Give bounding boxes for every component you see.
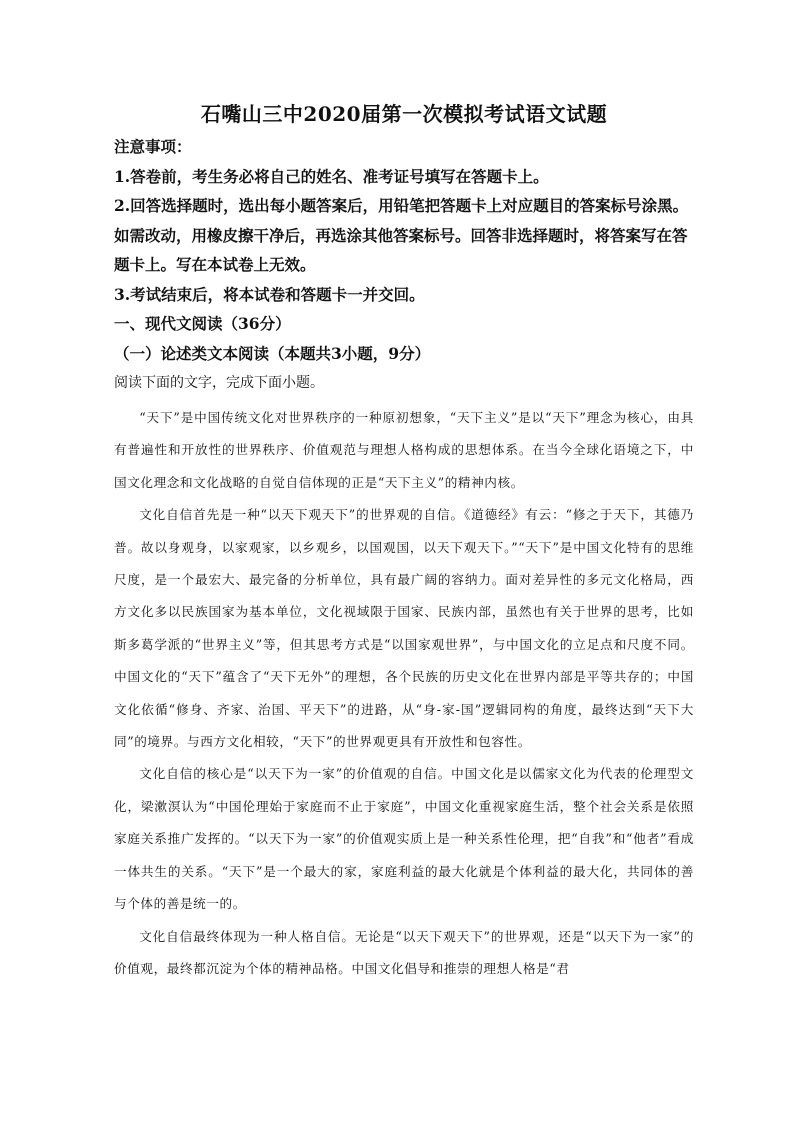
passage-paragraph-4: 文化自信最终体现为一种人格自信。无论是“以天下观天下”的世界观，还是“以天下为一家”的价值观，最终都沉淀为个体的精神品格。中国文化倡导和推崇的理想人格是“君 — [114, 928, 694, 976]
reading-passage — [114, 402, 694, 985]
passage-paragraph-1: “天下”是中国传统文化对世界秩序的一种原初想象，“天下主义”是以“天下”理念为核心，由具有普遍性和开放性的世界秩序、价值观范与理想人格构成的思想体系。在当今全球化语境之下，中国文化理念和文化战略的自觉自信体现的正是“天下主义”的精神内核。 — [114, 410, 694, 490]
section-subheading: （一）论述类文本阅读（本题共3小题，9分） — [114, 343, 431, 363]
reading-instruction: 阅读下面的文字，完成下面小题。 — [114, 374, 324, 390]
notice-item-2: 2.回答选择题时，选出每小题答案后，用铅笔把答题卡上对应题目的答案标号涂黑。如需改动，用橡皮擦干净后，再选涂其他答案标号。回答非选择题时，将答案写在答题卡上。写在本试卷上无效。 — [114, 196, 689, 274]
notice-heading: 注意事项： — [114, 137, 192, 156]
notice-block — [114, 132, 694, 309]
exam-page — [114, 100, 694, 985]
notice-item-3: 3.考试结束后，将本试卷和答题卡一并交回。 — [114, 284, 425, 304]
notice-item-1: 1.答卷前，考生务必将自己的姓名、准考证号填写在答题卡上。 — [114, 166, 549, 186]
section-heading: 一、现代文阅读（36分） — [114, 314, 291, 333]
section-block — [114, 309, 694, 396]
passage-paragraph-2: 文化自信首先是一种“以天下观天下”的世界观的自信。《道德经》有云：“修之于天下，其德乃普。故以身观身，以家观家，以乡观乡，以国观国，以天下观天下。”“天下”是中国文化特有的思维尺度，是一个最宏大、最完备的分析单位，具有最广阔的容纳力。面对差异性的多元文化格局，西方文化多以民族国家为基本单位，文化视域限于国家、民族内部，虽然也有关于世界的思考，比如斯多葛学派的“世界主义”等，但其思考方式是“以国家观世界”，与中国文化的立足点和尺度不同。中国文化的“天下”蕴含了“天下无外”的理想，各个民族的历史文化在世界内部是平等共存的；中国文化依循“修身、齐家、治国、平天下”的进路，从“身-家-国”逻辑同构的角度，最终达到“天下大同”的境界。与西方文化相较，“天下”的世界观更具有开放性和包容性。 — [114, 507, 694, 750]
passage-paragraph-3: 文化自信的核心是“以天下为一家”的价值观的自信。中国文化是以儒家文化为代表的伦理型文化，梁漱溟认为“中国伦理始于家庭而不止于家庭”，中国文化重视家庭生活，整个社会关系是依照家庭关系推广发挥的。“以天下为一家”的价值观实质上是一种关系性伦理，把“自我”和“他者”看成一体共生的关系。“天下”是一个最大的家，家庭利益的最大化就是个体利益的最大化，共同体的善与个体的善是统一的。 — [114, 766, 694, 912]
exam-title: 石嘴山三中2020届第一次模拟考试语文试题 — [200, 102, 608, 126]
